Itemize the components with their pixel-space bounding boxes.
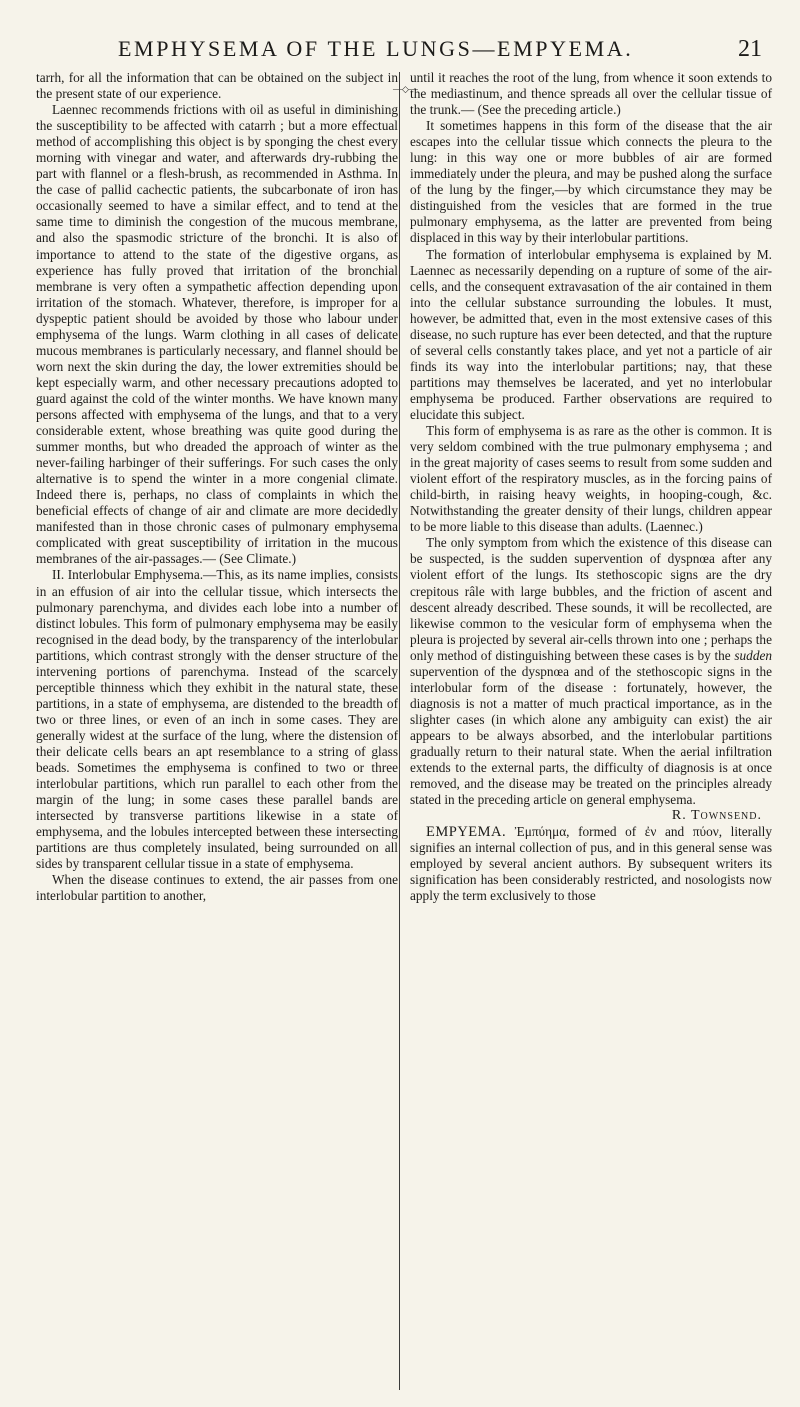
left-column (36, 70, 398, 904)
page-number: 21 (738, 36, 762, 62)
left-paragraph-1: tarrh, for all the information that can be obtained on the subject in the present state of our experience. (36, 70, 398, 102)
running-title: EMPHYSEMA OF THE LUNGS—EMPYEMA. (118, 36, 634, 61)
left-paragraph-2: Laennec recommends frictions with oil as useful in diminishing the susceptibility to be affected with catarrh ; but a more effectual method of accomplishing this object is by sponging the chest every morning with vinegar and water, and afterwards dry-rubbing the part with flannel or a flesh-brush, as recommended in Asthma. In the case of pallid cachectic patients, the subcarbonate of iron has occasionally seemed to have a similar effect, and to tend at the same time to diminish the congestion of the mucous membrane, and also the spasmodic stricture of the bronchi. It is also of importance to attend to the state of the digestive organs, as experience has fully proved that irritation of the bronchial membrane is very often a sympathetic affection depending upon irritation of the stomach. Whatever, therefore, is improper for a dyspeptic patient should be avoided by those who labour under emphysema of the lungs. Warm clothing in all cases of delicate mucous membranes is particularly necessary, and flannel should be worn next the skin during the day, the lower extremities should be kept especially warm, and other necessary precautions adopted to guard against the cold of the winter months. We have known many persons affected with emphysema of the lungs, and that to a very considerable extent, whose breathing was quite good during the summer months, but who dreaded the approach of winter as the never-failing harbinger of their sufferings. For such cases the only alternative is to spend the winter in a more congenial climate. Indeed there is, perhaps, no class of complaints in which the beneficial effects of change of air and climate are more decidedly manifested than in those chronic cases of pulmonary emphysema complicated with great susceptibility of irritation in the mucous membranes of the air-passages.— (See Climate.) (36, 102, 398, 567)
empyema-entry (410, 824, 772, 904)
header-ornament: —◇— (393, 84, 418, 94)
right-paragraph-5 (410, 535, 772, 808)
right-paragraph-1: until it reaches the root of the lung, from whence it soon extends to the mediastinum, and thence spreads all over the cellular tissue of the trunk.— (See the preceding article.) (410, 70, 772, 118)
emphasis-sudden: sudden (734, 647, 773, 663)
entry-heading: EMPYEMA. (426, 824, 507, 841)
author-signature: R. Townsend. (671, 808, 762, 824)
right-paragraph-5-part-b: supervention of the dyspnœa and of the stethoscopic signs in the interlobular form of the disease : fortunately, however, the diagnosis is not a matter of much practical importance, as in the slighter cases (in which alone any ambiguity can exist) the air appears to be always absorbed, and the interlobular partitions gradually return to their natural state. When the aerial infiltration extends to the external parts, the difficulty of diagnosis is at once removed, and the disease may be treated on the principles already stated in the preceding article on general emphysema. (410, 663, 772, 808)
left-paragraph-3: II. Interlobular Emphysema.—This, as its name implies, consists in an effusion of air into the cellular tissue, which intersects the pulmonary parenchyma, and divides each lobe into a number of distinct lobules. This form of pulmonary emphysema may be easily recognised in the dead body, by the transparency of the interlobular partitions, which contrast strongly with the denser structure of the intervening portions of parenchyma. Instead of the scarcely perceptible thinness which they exhibit in the natural state, these partitions, in a state of emphysema, are distended to the breadth of two or three lines, or even of an inch in some cases. They are generally widest at the surface of the lung, where the distension of their delicate cells bears an apt resemblance to a string of glass beads. Sometimes the emphysema is confined to two or three interlobular partitions, which run parallel to each other from the margin of the lung; in some cases these parallel bands are intersected by transverse partitions likewise in a state of emphysema, and the lobules intercepted between these intersecting partitions are thus completely insulated, being surrounded on all sides by transparent cellular tissue in a state of emphysema. (36, 567, 398, 872)
empyema-entry-text: formed of ἐν and πύον, literally signifies an internal collection of pus, and in this general sense was employed by several ancient authors. By subsequent writers its signification has been considerably restricted, and nosologists now apply the term exclusively to those (410, 824, 773, 904)
column-divider (399, 72, 400, 1390)
right-column (410, 70, 772, 904)
greek-term: Ἐμπύημα, (514, 824, 570, 840)
right-paragraph-4: This form of emphysema is as rare as the other is common. It is very seldom combined with the true pulmonary emphysema ; and in the great majority of cases seems to result from some sudden and violent effort of the respiratory muscles, as in the forcing pains of child-birth, in raising heavy weights, in hooping-cough, &c. Notwithstanding the greater density of their lungs, children appear to be more liable to this disease than adults. (Laennec.) (410, 423, 772, 535)
left-paragraph-4: When the disease continues to extend, the air passes from one interlobular partition to another, (36, 872, 398, 904)
right-paragraph-5-part-a: The only symptom from which the existence of this disease can be suspected, is the sudden supervention of dyspnœa after any violent effort of the lungs. Its stethoscopic signs are the dry crepitous râle with large bubbles, and the friction of ascent and descent already described. These sounds, it will be recollected, are likewise common to the vesicular form of emphysema when the pleura is projected by several air-cells thrown into one ; perhaps the only method of distinguishing between these cases is by the (410, 535, 772, 663)
right-paragraph-2: It sometimes happens in this form of the disease that the air escapes into the cellular tissue which connects the pleura to the lung: in this way one or more bubbles of air are formed immediately under the pleura, and may be pushed along the surface of the lung by the finger,—by which circumstance they may be distinguished from the vesicles that are formed in the true pulmonary emphysema, as the latter are prevented from being displaced in this way by their interlobular partitions. (410, 118, 772, 246)
right-paragraph-3: The formation of interlobular emphysema is explained by M. Laennec as necessarily depending on a rupture of some of the air-cells, and the consequent extravasation of the air contained in them into the cellular substance surrounding the lobules. It must, however, be admitted that, even in the most extensive cases of this disease, no such rupture has ever been detected, and that the rupture of several cells constantly takes place, and yet not a particle of air finds its way into the interlobular partitions; nay, that these partitions may themselves be lacerated, and yet no interlobular emphysema be produced. Farther observations are required to elucidate this subject. (410, 246, 772, 422)
